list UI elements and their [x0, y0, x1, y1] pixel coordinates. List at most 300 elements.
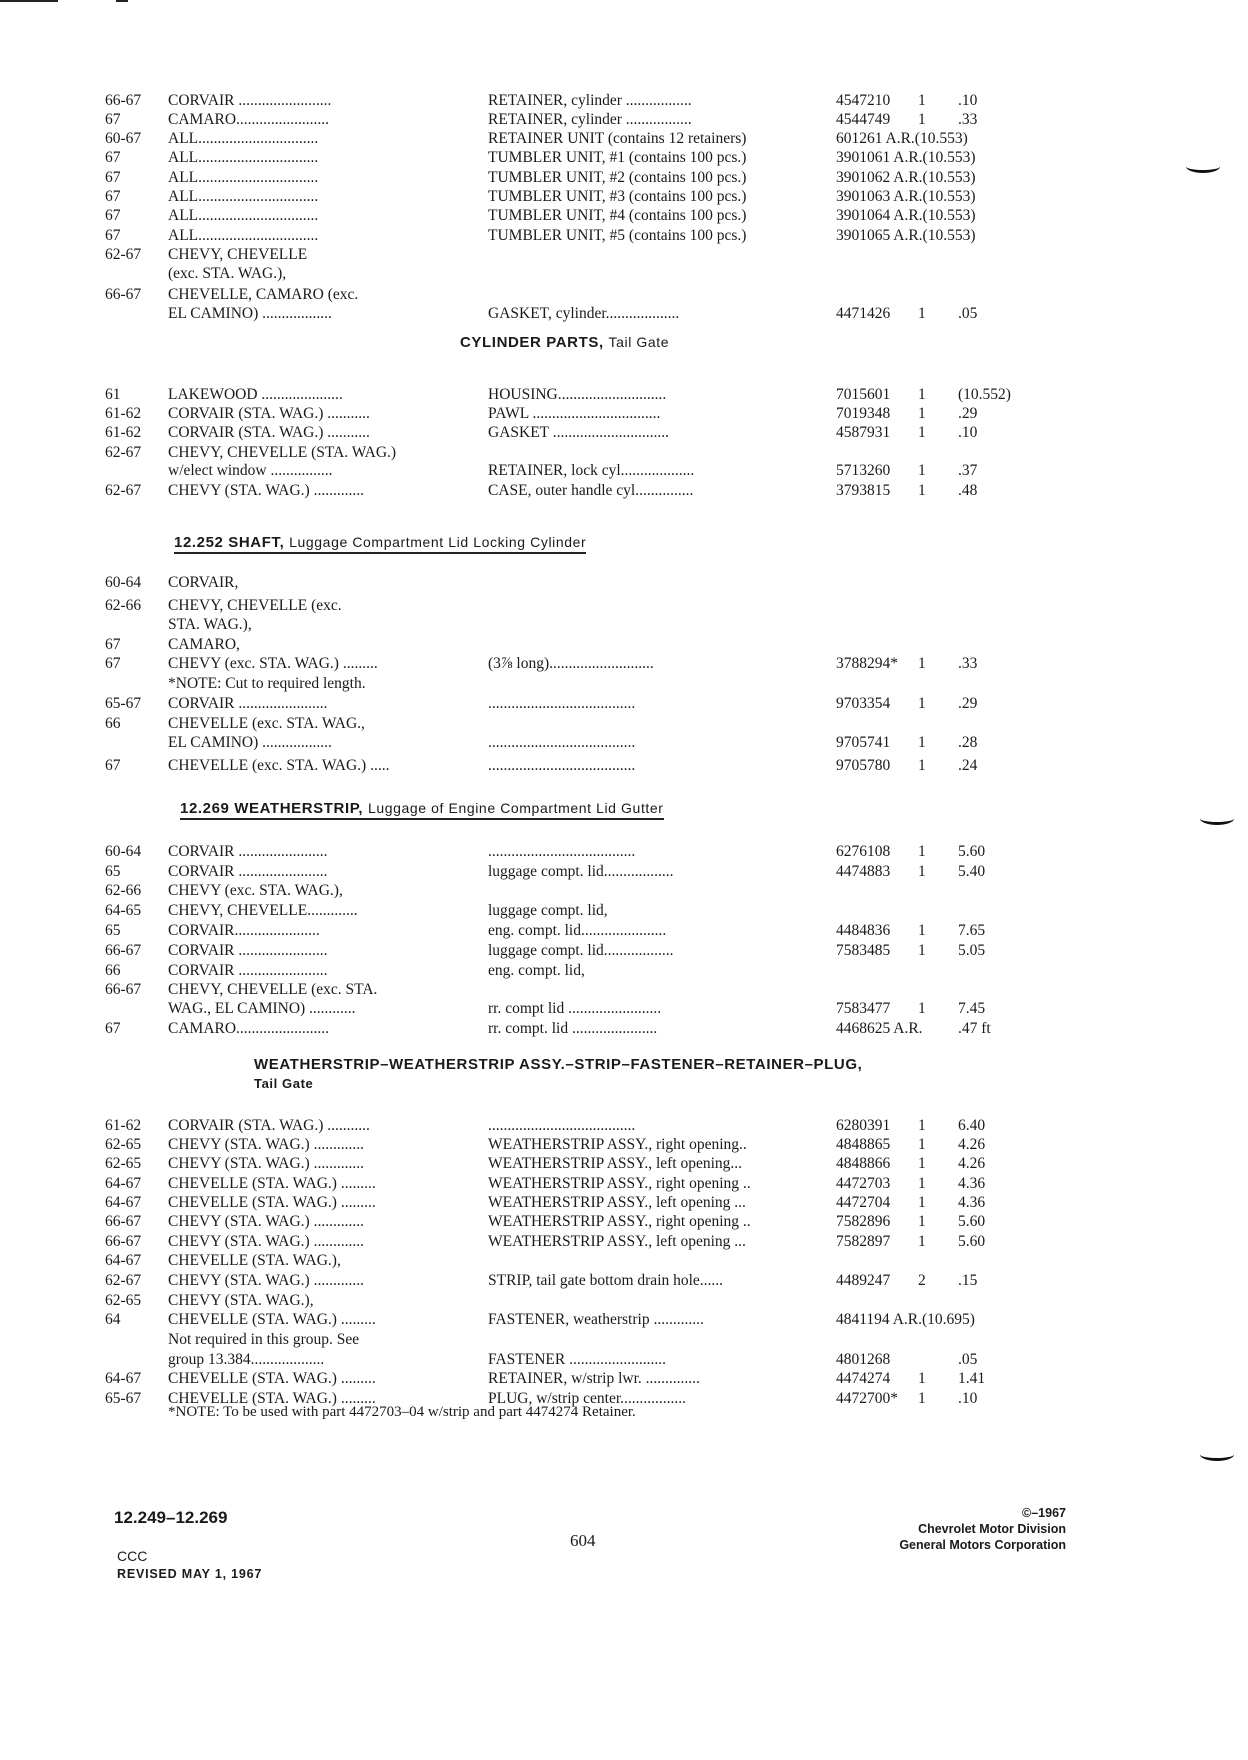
cell-year: 61-62 — [105, 405, 142, 422]
division-name: Chevrolet Motor Division — [918, 1522, 1066, 1536]
cell-model: CHEVY (exc. STA. WAG.), — [168, 882, 343, 899]
cell-price: 5.60 — [958, 1213, 986, 1230]
cell-model: CHEVY, CHEVELLE (exc. — [168, 597, 342, 614]
section-subtitle: Luggage Compartment Lid Locking Cylinder — [289, 534, 587, 550]
cell-qty: 1 — [918, 1136, 926, 1153]
cell-desc: RETAINER, w/strip lwr. .............. — [488, 1370, 700, 1387]
cell-price: .28 — [958, 734, 978, 751]
table-row — [0, 1213, 1248, 1232]
cell-year: 62-65 — [105, 1136, 142, 1153]
cell-desc: PLUG, w/strip center................. — [488, 1390, 687, 1407]
cell-price: 5.60 — [958, 1233, 986, 1250]
table-row — [0, 1370, 1248, 1389]
cell-qty: 1 — [918, 655, 926, 672]
cell-model: Not required in this group. See — [168, 1331, 360, 1348]
cell-qty: 1 — [918, 1194, 926, 1211]
cell-model: CORVAIR...................... — [168, 922, 320, 939]
cell-desc: ...................................... — [488, 843, 636, 860]
cell-desc: TUMBLER UNIT, #4 (contains 100 pcs.) — [488, 207, 747, 224]
cell-price: .29 — [958, 405, 978, 422]
cell-desc: FASTENER, weatherstrip ............. — [488, 1311, 704, 1328]
cell-part: 4472704 — [836, 1194, 891, 1211]
cell-year: 64-67 — [105, 1252, 142, 1269]
cell-desc: RETAINER, lock cyl................... — [488, 462, 695, 479]
cell-part: 4472703 — [836, 1175, 891, 1192]
cell-qty: 1 — [918, 111, 926, 128]
table-row — [0, 149, 1248, 168]
scan-mark-right — [116, 0, 128, 2]
cell-price: .29 — [958, 695, 978, 712]
cell-model: CORVAIR ........................ — [168, 92, 332, 109]
cell-price: .05 — [958, 1351, 978, 1368]
cell-model: CHEVY, CHEVELLE............. — [168, 902, 358, 919]
cell-model: CHEVY, CHEVELLE — [168, 246, 308, 263]
cell-price: 4.26 — [958, 1155, 986, 1172]
cell-year: 62-66 — [105, 597, 142, 614]
cell-model: CHEVY (STA. WAG.) ............. — [168, 1233, 364, 1250]
cell-year: 67 — [105, 655, 121, 672]
table-row — [0, 1000, 1248, 1019]
cell-part: 4587931 — [836, 424, 891, 441]
table-row — [0, 922, 1248, 941]
cell-part: 7019348 — [836, 405, 891, 422]
cell-price: 1.41 — [958, 1370, 986, 1387]
cell-price: 4.26 — [958, 1136, 986, 1153]
cell-model: LAKEWOOD ..................... — [168, 386, 343, 403]
table-row — [0, 482, 1248, 501]
cell-desc: WEATHERSTRIP ASSY., right opening.. — [488, 1136, 747, 1153]
cell-desc: TUMBLER UNIT, #2 (contains 100 pcs.) — [488, 169, 747, 186]
tailgate-footnote: *NOTE: To be used with part 4472703–04 w/strip and part 4474274 Retainer. — [168, 1404, 636, 1420]
cell-desc: ...................................... — [488, 734, 636, 751]
cell-year: 64-67 — [105, 1194, 142, 1211]
cell-qty: 1 — [918, 405, 926, 422]
cell-part: 3901062 A.R.(10.553) — [836, 169, 976, 186]
cell-model: CORVAIR, — [168, 574, 239, 591]
cell-price: .37 — [958, 462, 978, 479]
cell-model: CHEVELLE (STA. WAG.) ......... — [168, 1390, 376, 1407]
cell-year: 62-67 — [105, 246, 142, 263]
cell-year: 66-67 — [105, 1233, 142, 1250]
scan-mark-margin-2 — [1200, 812, 1234, 825]
table-row — [0, 942, 1248, 961]
cell-qty: 1 — [918, 1370, 926, 1387]
section-range: 12.249–12.269 — [114, 1508, 228, 1527]
corporation-name: General Motors Corporation — [899, 1538, 1066, 1552]
cell-part: 4484836 — [836, 922, 891, 939]
cell-desc: eng. compt. lid, — [488, 962, 585, 979]
table-row — [0, 597, 1248, 616]
table-row — [0, 1194, 1248, 1213]
cell-model: CHEVY (STA. WAG.) ............. — [168, 1213, 364, 1230]
cell-model: CORVAIR (STA. WAG.) ........... — [168, 424, 370, 441]
table-row — [0, 1252, 1248, 1271]
revision-date: REVISED MAY 1, 1967 — [117, 1567, 263, 1581]
cell-part: 9703354 — [836, 695, 891, 712]
cell-part: 601261 A.R.(10.553) — [836, 130, 968, 147]
cell-qty: 1 — [918, 424, 926, 441]
cell-qty: 1 — [918, 462, 926, 479]
table-row — [0, 1175, 1248, 1194]
cell-model: CORVAIR ....................... — [168, 843, 328, 860]
cell-part: 3901061 A.R.(10.553) — [836, 149, 976, 166]
catalog-code: CCC — [117, 1548, 148, 1564]
table-row — [0, 1272, 1248, 1291]
cell-year: 67 — [105, 636, 121, 653]
table-row — [0, 1155, 1248, 1174]
cell-year: 61 — [105, 386, 121, 403]
cell-year: 66-67 — [105, 1213, 142, 1230]
table-row — [0, 1311, 1248, 1330]
table-row — [0, 655, 1248, 674]
table-row — [0, 636, 1248, 655]
table-row — [0, 715, 1248, 734]
copyright: ©–1967 — [1022, 1506, 1066, 1520]
cell-year: 65 — [105, 922, 121, 939]
cell-part: 7582896 — [836, 1213, 891, 1230]
cell-part: 6280391 — [836, 1117, 891, 1134]
cell-qty: 1 — [918, 1390, 926, 1407]
cell-desc: (3⅞ long)........................... — [488, 655, 654, 672]
table-row — [0, 734, 1248, 753]
cell-year: 61-62 — [105, 424, 142, 441]
cell-model: CHEVY (STA. WAG.) ............. — [168, 1136, 364, 1153]
cell-part: 3793815 — [836, 482, 891, 499]
cell-desc: RETAINER, cylinder ................. — [488, 92, 692, 109]
cell-desc: GASKET, cylinder................... — [488, 305, 680, 322]
cell-qty: 1 — [918, 1213, 926, 1230]
cell-desc: rr. compt. lid ...................... — [488, 1020, 658, 1037]
cell-desc: RETAINER, cylinder ................. — [488, 111, 692, 128]
page-number: 604 — [570, 1531, 596, 1550]
cell-desc: eng. compt. lid...................... — [488, 922, 667, 939]
cell-desc: WEATHERSTRIP ASSY., left opening... — [488, 1155, 743, 1172]
cell-model: CHEVY (STA. WAG.), — [168, 1292, 314, 1309]
cell-qty: 1 — [918, 386, 926, 403]
cell-qty: 1 — [918, 843, 926, 860]
cell-part: 4544749 — [836, 111, 891, 128]
cell-model: CORVAIR (STA. WAG.) ........... — [168, 1117, 370, 1134]
cell-desc: STRIP, tail gate bottom drain hole...... — [488, 1272, 724, 1289]
table-row — [0, 1136, 1248, 1155]
scan-mark-margin-3 — [1200, 1448, 1234, 1461]
table-row — [0, 1351, 1248, 1370]
cell-model: CORVAIR ....................... — [168, 962, 328, 979]
cell-desc: WEATHERSTRIP ASSY., left opening ... — [488, 1194, 746, 1211]
table-row — [0, 286, 1248, 305]
cell-model: CHEVELLE, CAMARO (exc. — [168, 286, 359, 303]
cell-year: 67 — [105, 757, 121, 774]
cell-part: 9705780 — [836, 757, 891, 774]
cell-year: 62-67 — [105, 482, 142, 499]
cell-price: .33 — [958, 111, 978, 128]
cell-qty: 1 — [918, 922, 926, 939]
cell-model: *NOTE: Cut to required length. — [168, 675, 366, 692]
cell-model: ALL............................... — [168, 188, 319, 205]
cell-model: CHEVELLE (STA. WAG.) ......... — [168, 1175, 376, 1192]
cell-part: 6276108 — [836, 843, 891, 860]
cell-price: 4.36 — [958, 1175, 986, 1192]
cell-model: CHEVELLE (exc. STA. WAG.) ..... — [168, 757, 390, 774]
table-row — [0, 1020, 1248, 1039]
cell-part: 3901063 A.R.(10.553) — [836, 188, 976, 205]
cell-desc: TUMBLER UNIT, #1 (contains 100 pcs.) — [488, 149, 747, 166]
cell-qty: 1 — [918, 482, 926, 499]
cell-year: 64-65 — [105, 902, 142, 919]
cell-model: CORVAIR ....................... — [168, 942, 328, 959]
cell-part: 4489247 — [836, 1272, 891, 1289]
cell-year: 60-67 — [105, 130, 142, 147]
cell-model: ALL............................... — [168, 130, 319, 147]
table-row — [0, 207, 1248, 226]
cell-price: .48 — [958, 482, 978, 499]
table-row — [0, 863, 1248, 882]
cell-part: 4848866 — [836, 1155, 891, 1172]
table-row — [0, 188, 1248, 207]
cell-desc: RETAINER UNIT (contains 12 retainers) — [488, 130, 747, 147]
cell-desc: TUMBLER UNIT, #5 (contains 100 pcs.) — [488, 227, 747, 244]
table-row — [0, 227, 1248, 246]
table-row — [0, 265, 1248, 284]
cell-price: .10 — [958, 424, 978, 441]
cell-part: 5713260 — [836, 462, 891, 479]
cell-part: 4547210 — [836, 92, 891, 109]
cell-model: ALL............................... — [168, 207, 319, 224]
cell-model: EL CAMINO) .................. — [168, 305, 332, 322]
table-row — [0, 1292, 1248, 1311]
cell-model: ALL............................... — [168, 169, 319, 186]
cell-model: CHEVY (STA. WAG.) ............. — [168, 1155, 364, 1172]
cell-qty: 1 — [918, 1233, 926, 1250]
cell-model: CAMARO........................ — [168, 1020, 330, 1037]
table-row — [0, 405, 1248, 424]
table-row — [0, 462, 1248, 481]
cell-year: 66-67 — [105, 92, 142, 109]
table-row — [0, 305, 1248, 324]
cell-model: WAG., EL CAMINO) ............ — [168, 1000, 356, 1017]
cell-part: 3901065 A.R.(10.553) — [836, 227, 976, 244]
cell-year: 62-65 — [105, 1155, 142, 1172]
cell-year: 67 — [105, 188, 121, 205]
section-heading-weatherstrip-tailgate — [254, 1056, 862, 1073]
cell-year: 62-65 — [105, 1292, 142, 1309]
cell-model: (exc. STA. WAG.), — [168, 265, 287, 282]
cell-qty: 1 — [918, 1000, 926, 1017]
cell-model: CHEVY (STA. WAG.) ............. — [168, 482, 364, 499]
cell-qty: 2 — [918, 1272, 926, 1289]
cell-part: 4474274 — [836, 1370, 891, 1387]
cell-price: 5.40 — [958, 863, 986, 880]
cell-year: 62-67 — [105, 444, 142, 461]
table-row — [0, 1233, 1248, 1252]
cell-model: CHEVY (exc. STA. WAG.) ......... — [168, 655, 378, 672]
cell-qty: 1 — [918, 734, 926, 751]
cell-part: 4474883 — [836, 863, 891, 880]
table-row — [0, 757, 1248, 776]
cell-year: 60-64 — [105, 574, 142, 591]
table-row — [0, 130, 1248, 149]
cell-model: CHEVELLE (STA. WAG.) ......... — [168, 1370, 376, 1387]
cell-desc: FASTENER ......................... — [488, 1351, 666, 1368]
cell-year: 65-67 — [105, 695, 142, 712]
cell-price: 7.65 — [958, 922, 986, 939]
cell-price: 5.60 — [958, 843, 986, 860]
cell-qty: 1 — [918, 1117, 926, 1134]
cell-part: 4468625 A.R. — [836, 1020, 923, 1037]
cell-model: CORVAIR (STA. WAG.) ........... — [168, 405, 370, 422]
table-row — [0, 695, 1248, 714]
cell-qty: 1 — [918, 92, 926, 109]
cell-desc: luggage compt. lid, — [488, 902, 608, 919]
cell-year: 64 — [105, 1311, 121, 1328]
cell-price: .10 — [958, 1390, 978, 1407]
cell-part: 7015601 — [836, 386, 891, 403]
table-row — [0, 1117, 1248, 1136]
cell-year: 66 — [105, 715, 121, 732]
cell-price: .24 — [958, 757, 978, 774]
table-row — [0, 882, 1248, 901]
cell-part: 4801268 — [836, 1351, 891, 1368]
cell-year: 61-62 — [105, 1117, 142, 1134]
cell-model: CAMARO........................ — [168, 111, 330, 128]
table-row — [0, 616, 1248, 635]
section-title: CYLINDER PARTS, — [460, 334, 604, 351]
cell-year: 67 — [105, 149, 121, 166]
table-row — [0, 981, 1248, 1000]
section-title: 12.269 WEATHERSTRIP, — [180, 800, 364, 817]
cell-qty: 1 — [918, 1175, 926, 1192]
cell-model: ALL............................... — [168, 149, 319, 166]
cell-year: 60-64 — [105, 843, 142, 860]
section-title: 12.252 SHAFT, — [174, 534, 285, 551]
cell-year: 66-67 — [105, 286, 142, 303]
cell-model: CHEVY, CHEVELLE (exc. STA. — [168, 981, 378, 998]
cell-desc: luggage compt. lid.................. — [488, 863, 674, 880]
cell-part: 4848865 — [836, 1136, 891, 1153]
cell-desc: PAWL ................................. — [488, 405, 661, 422]
cell-model: STA. WAG.), — [168, 616, 252, 633]
cell-qty: 1 — [918, 305, 926, 322]
cell-model: ALL............................... — [168, 227, 319, 244]
table-row — [0, 386, 1248, 405]
table-row — [0, 444, 1248, 463]
cell-price: .33 — [958, 655, 978, 672]
cell-model: CHEVELLE (STA. WAG.) ......... — [168, 1194, 376, 1211]
cell-model: CORVAIR ....................... — [168, 863, 328, 880]
section-heading-weatherstrip-lid — [180, 800, 664, 820]
cell-year: 62-66 — [105, 882, 142, 899]
cell-year: 65 — [105, 863, 121, 880]
table-row — [0, 169, 1248, 188]
cell-model: CHEVELLE (STA. WAG.), — [168, 1252, 341, 1269]
cell-qty: 1 — [918, 1155, 926, 1172]
cell-desc: luggage compt. lid.................. — [488, 942, 674, 959]
cell-model: CHEVY (STA. WAG.) ............. — [168, 1272, 364, 1289]
table-row — [0, 574, 1248, 593]
table-row — [0, 1331, 1248, 1350]
cell-price: .47 ft — [958, 1020, 991, 1037]
cell-model: w/elect window ................ — [168, 462, 333, 479]
cell-part: 3788294* — [836, 655, 898, 672]
table-row — [0, 92, 1248, 111]
cell-year: 66 — [105, 962, 121, 979]
cell-qty: 1 — [918, 942, 926, 959]
cell-desc: TUMBLER UNIT, #3 (contains 100 pcs.) — [488, 188, 747, 205]
cell-price: .10 — [958, 92, 978, 109]
table-row — [0, 843, 1248, 862]
section-title: WEATHERSTRIP–WEATHERSTRIP ASSY.–STRIP–FASTENER–RETAINER–PLUG, — [254, 1056, 863, 1073]
cell-desc: WEATHERSTRIP ASSY., right opening .. — [488, 1213, 751, 1230]
cell-price: 5.05 — [958, 942, 986, 959]
cell-part: 7583477 — [836, 1000, 891, 1017]
cell-year: 67 — [105, 1020, 121, 1037]
table-row — [0, 111, 1248, 130]
cell-part: 4472700* — [836, 1390, 898, 1407]
cell-model: CAMARO, — [168, 636, 240, 653]
table-row — [0, 246, 1248, 265]
section-heading-shaft — [174, 534, 586, 554]
cell-desc: ...................................... — [488, 1117, 636, 1134]
cell-qty: 1 — [918, 863, 926, 880]
cell-year: 64-67 — [105, 1175, 142, 1192]
cell-model: EL CAMINO) .................. — [168, 734, 332, 751]
cell-year: 67 — [105, 227, 121, 244]
cell-part: 9705741 — [836, 734, 891, 751]
cell-year: 67 — [105, 169, 121, 186]
cell-part: 3901064 A.R.(10.553) — [836, 207, 976, 224]
cell-model: group 13.384................... — [168, 1351, 325, 1368]
cell-desc: GASKET .............................. — [488, 424, 669, 441]
cell-year: 65-67 — [105, 1390, 142, 1407]
cell-desc: rr. compt lid ........................ — [488, 1000, 662, 1017]
table-row — [0, 962, 1248, 981]
cell-qty: 1 — [918, 757, 926, 774]
cell-model: CORVAIR ....................... — [168, 695, 328, 712]
section-subtitle: Tail Gate — [608, 334, 670, 350]
cell-year: 66-67 — [105, 981, 142, 998]
section-subtitle: Tail Gate — [254, 1076, 314, 1091]
section-heading-cylinder-parts — [460, 334, 669, 351]
cell-desc: WEATHERSTRIP ASSY., right opening .. — [488, 1175, 751, 1192]
cell-price: 6.40 — [958, 1117, 986, 1134]
cell-model: CHEVELLE (STA. WAG.) ......... — [168, 1311, 376, 1328]
cell-part: 7583485 — [836, 942, 891, 959]
cell-part: 4471426 — [836, 305, 891, 322]
cell-year: 67 — [105, 111, 121, 128]
cell-year: 64-67 — [105, 1370, 142, 1387]
cell-year: 62-67 — [105, 1272, 142, 1289]
cell-desc: HOUSING............................ — [488, 386, 667, 403]
table-row — [0, 424, 1248, 443]
table-row — [0, 675, 1248, 694]
cell-price: 7.45 — [958, 1000, 986, 1017]
cell-desc: ...................................... — [488, 695, 636, 712]
section-subtitle: Luggage of Engine Compartment Lid Gutter — [367, 800, 664, 816]
cell-price: 4.36 — [958, 1194, 986, 1211]
cell-year: 67 — [105, 207, 121, 224]
cell-desc: CASE, outer handle cyl............... — [488, 482, 694, 499]
cell-model: CHEVELLE (exc. STA. WAG., — [168, 715, 365, 732]
cell-year: 66-67 — [105, 942, 142, 959]
cell-desc: WEATHERSTRIP ASSY., left opening ... — [488, 1233, 746, 1250]
scan-mark-left — [0, 0, 58, 2]
cell-part: 4841194 A.R.(10.695) — [836, 1311, 975, 1328]
cell-qty: 1 — [918, 695, 926, 712]
cell-desc: ...................................... — [488, 757, 636, 774]
cell-price: .05 — [958, 305, 978, 322]
cell-price: (10.552) — [958, 386, 1011, 403]
table-row — [0, 902, 1248, 921]
